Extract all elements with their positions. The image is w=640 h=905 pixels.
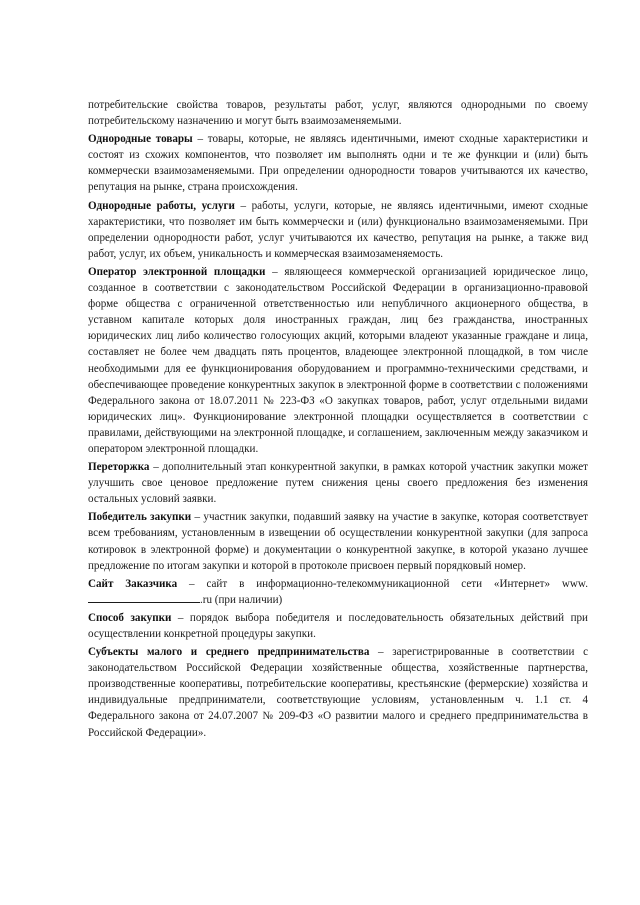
definition-procurement-method	[88, 610, 588, 642]
term-rebidding: Переторжка	[88, 461, 150, 474]
definition-text: – порядок выбора победителя и последовательность обязательных действий при осуществлении конкретной процедуры закупки.	[88, 611, 588, 640]
definition-text: – дополнительный этап конкурентной закупки, в рамках которой участник закупки может улучшить свое ценовое предложение путем снижения цены своего предложения без изменения остальных условий заявки.	[88, 461, 588, 506]
term-sme: Субъекты малого и среднего предпринимательства	[88, 646, 370, 659]
term-winner: Победитель закупки	[88, 511, 192, 524]
site-url-prefix: www.	[561, 577, 588, 590]
definition-text: – работы, услуги, которые, не являясь идентичными, имеют сходные характеристики, что позволяет им быть коммерчески и (или) функционально взаимозаменяемыми. При определении однородности работ, услуг учитываются их качество, репутация на рынке, а также вид работ, услуг, их объем, уникальность и коммерческая взаимозаменяемость.	[88, 199, 588, 260]
definition-text: – сайт в информационно-телекоммуникационной сети «Интернет»	[177, 577, 562, 590]
term-procurement-method: Способ закупки	[88, 611, 172, 624]
document-page	[88, 97, 588, 743]
definition-rebidding	[88, 459, 588, 507]
definition-winner	[88, 509, 588, 573]
term-homogeneous-works: Однородные работы, услуги	[88, 199, 235, 212]
site-url-blank	[88, 592, 200, 603]
definition-platform-operator	[88, 264, 588, 457]
definition-text: – участник закупки, подавший заявку на участие в закупке, которая соответствует всем требованиям, установленным в извещении об осуществлении конкурентной закупки (для запроса котировок в электронной форме) и документации о конкурентной закупке, в которой указано лучшее предложение по итогам закупки и которой в протоколе присвоен первый порядковый номер.	[88, 511, 589, 572]
term-platform-operator: Оператор электронной площадки	[88, 265, 266, 278]
definition-text: – товары, которые, не являясь идентичными, имеют сходные характеристики и состоят из схожих компонентов, что позволяет им выполнять одни и те же функции и (или) быть коммерчески взаимозаменяемыми. При определении однородности товаров учитываются их качество, репутация на рынке, страна происхождения.	[88, 133, 588, 194]
paragraph-text: потребительские свойства товаров, результаты работ, услуг, являются однородными по своему потребительскому назначению и могут быть взаимозаменяемыми.	[88, 99, 588, 128]
term-homogeneous-goods: Однородные товары	[88, 133, 193, 146]
definition-sme	[88, 644, 588, 741]
site-url-suffix: .ru (при наличии)	[200, 593, 283, 606]
definition-customer-site	[88, 576, 588, 608]
definition-text: – зарегистрированные в соответствии с законодательством Российской Федерации хозяйственные общества, хозяйственные партнерства, производственные кооперативы, потребительские кооперативы, крестьянские (фермерские) хозяйства и индивидуальные предприниматели, соответствующие условиям, установленным ч. 1.1 ст. 4 Федерального закона от 24.07.2007 № 209-ФЗ «О развитии малого и среднего предпринимательства в Российской Федерации».	[88, 646, 588, 739]
term-customer-site: Сайт Заказчика	[88, 577, 178, 590]
definition-text: – являющееся коммерческой организацией юридическое лицо, созданное в соответствии с законодательством Российской Федерации в организационно-правовой форме общества с ограниченной ответственностью или непубличного акционерного общества, в уставном капитале которых доля иностранных граждан, лиц без гражданства, иностранных юридических лиц либо количество голосующих акций, которыми владеют указанные граждане и лица, составляет не более чем двадцать пять процентов, владеющее электронной площадкой, в том числе необходимыми для ее функционирования оборудованием и программно-техническими средствами, и обеспечивающее проведение конкурентных закупок в электронной форме в соответствии с положениями Федерального закона от 18.07.2011 № 223-ФЗ «О закупках товаров, работ, услуг отдельными видами юридических лиц». Функционирование электронной площадки осуществляется в соответствии с правилами, действующими на электронной площадке, и соглашением, заключенным между заказчиком и оператором электронной площадки.	[88, 265, 588, 455]
paragraph-continuation	[88, 97, 588, 129]
definition-homogeneous-works	[88, 198, 588, 262]
definition-homogeneous-goods	[88, 131, 588, 195]
